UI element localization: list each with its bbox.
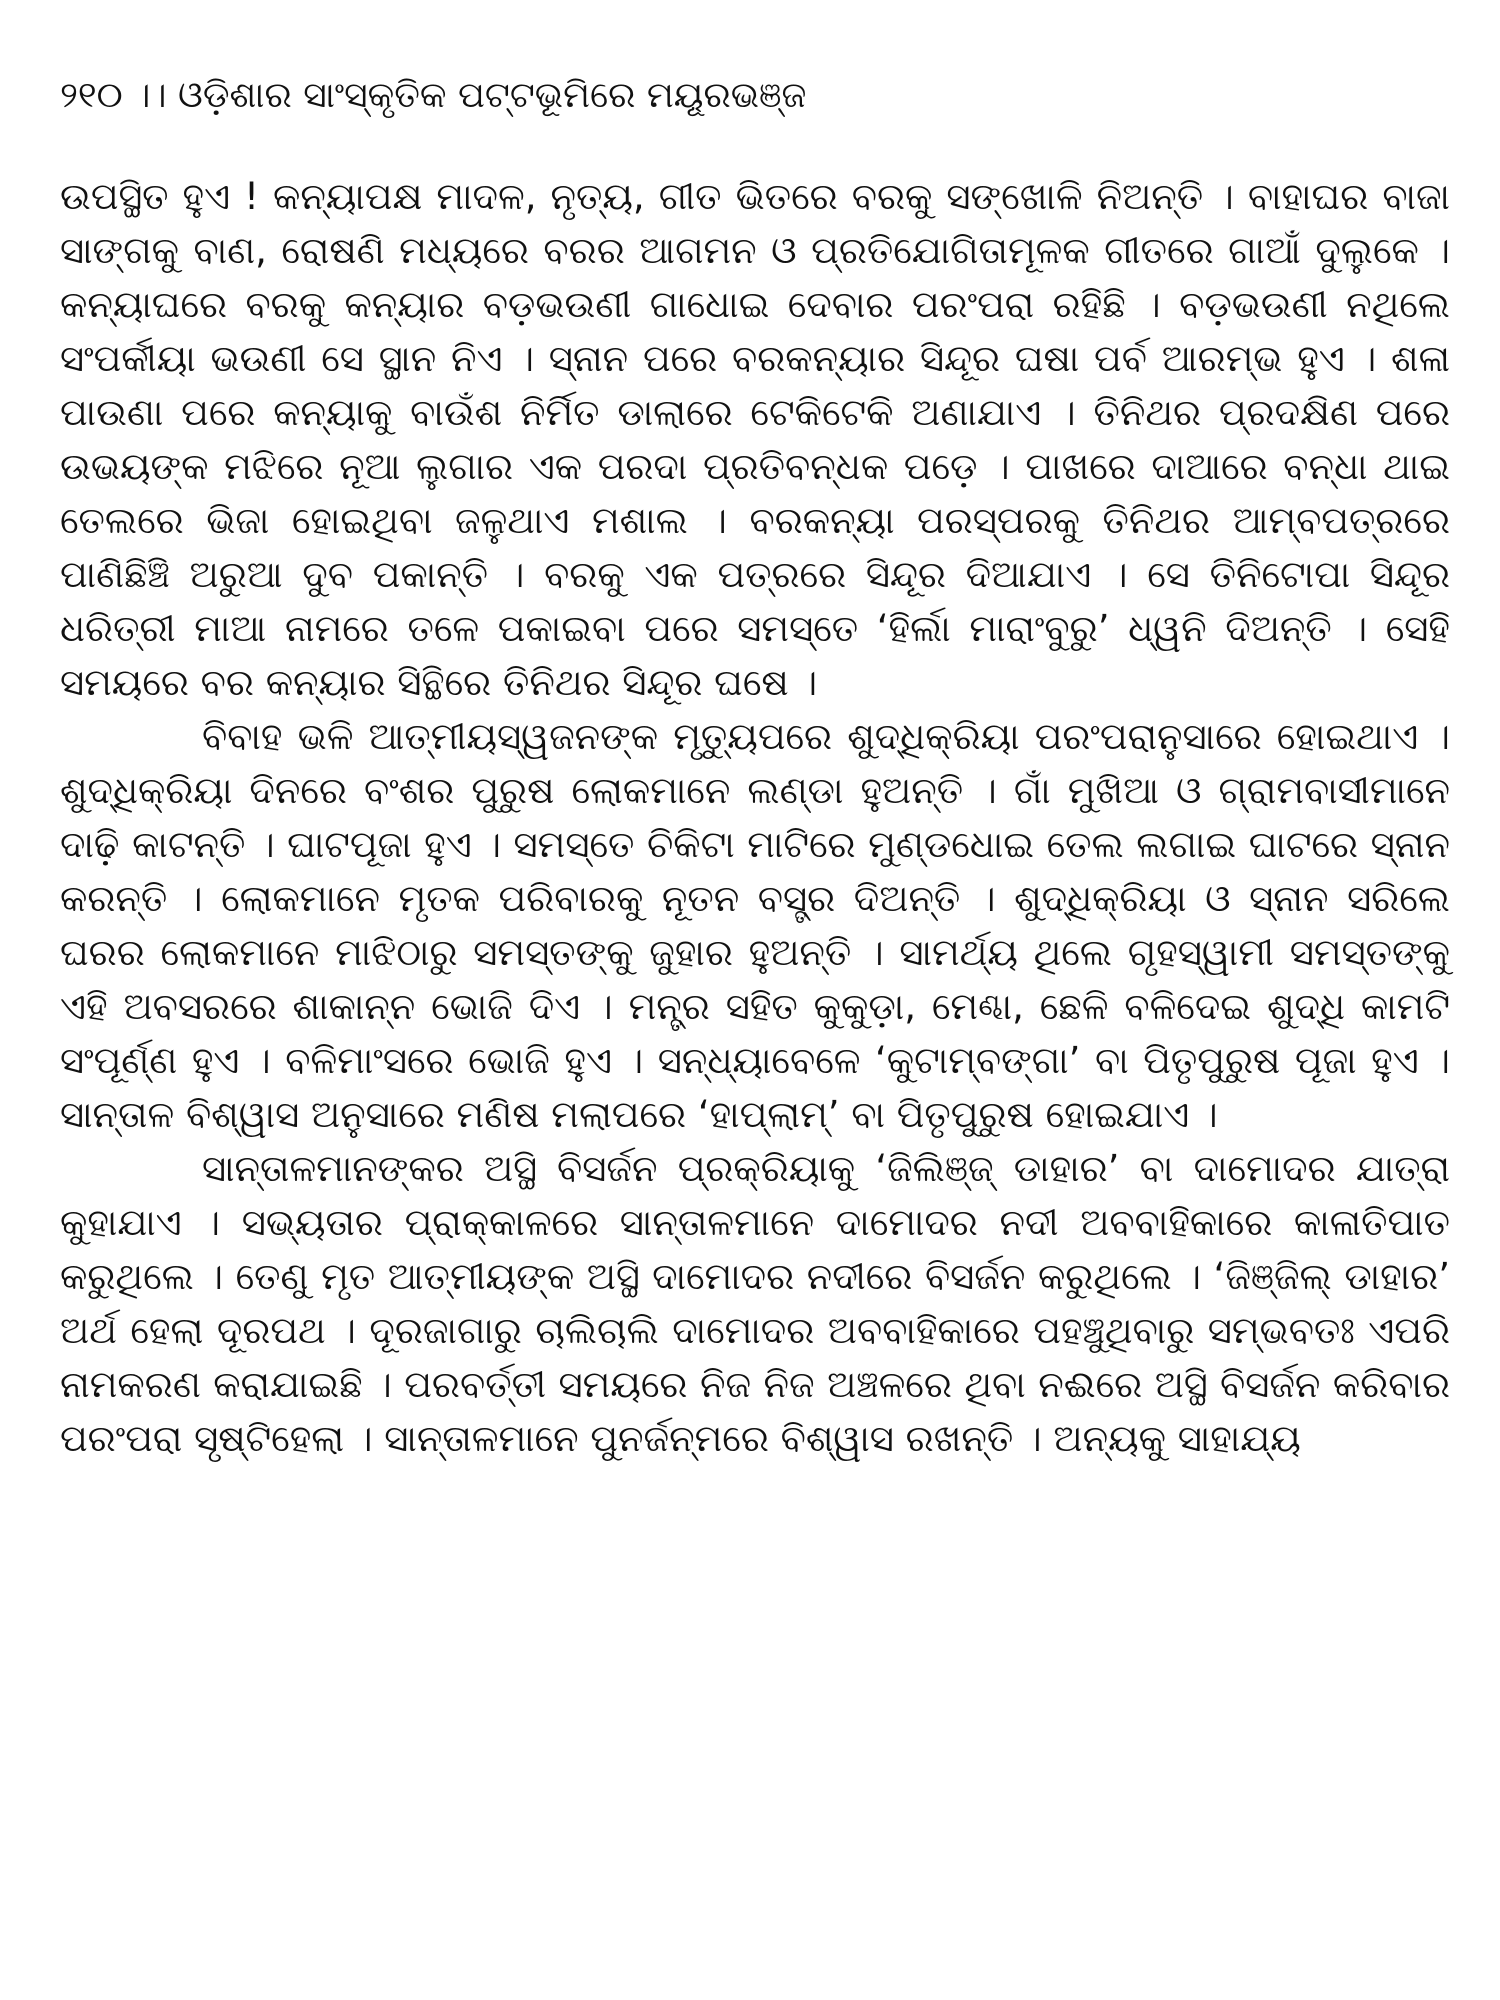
- paragraph-1: ଉପସ୍ଥିତ ହୁଏ ! କନ୍ୟାପକ୍ଷ ମାଦଳ, ନୃତ୍ୟ, ଗୀତ ଭିତରେ ବରକୁ ସଙ୍ଖୋଳି ନିଅନ୍ତି । ବାହାଘର ବାଜା ସାଙ୍ଗକୁ ବାଣ, ରୋଷଣି ମଧ୍ୟରେ ବରର ଆଗମନ ଓ ପ୍ରତିଯୋଗିତାମୂଳକ ଗୀତରେ ଗାଆଁ ଦୁଲୁକେ । କନ୍ୟାଘରେ ବରକୁ କନ୍ୟାର ବଡ଼ଭଉଣୀ ଗାଧୋଇ ଦେବାର ପରଂପରା ରହିଛି । ବଡ଼ଭଉଣୀ ନଥିଲେ ସଂପର୍କୀୟା ଭଉଣୀ ସେ ସ୍ଥାନ ନିଏ । ସ୍ନାନ ପରେ ବରକନ୍ୟାର ସିନ୍ଦୂର ଘଷା ପର୍ବ ଆରମ୍ଭ ହୁଏ । ଶଳା ପାଉଣା ପରେ କନ୍ୟାକୁ ବାଉଁଶ ନିର୍ମିତ ଡାଲାରେ ଟେକିଟେକି ଅଣାଯାଏ । ତିନିଥର ପ୍ରଦକ୍ଷିଣ ପରେ ଉଭୟଙ୍କ ମଝିରେ ନୂଆ ଲୁଗାର ଏକ ପରଦା ପ୍ରତିବନ୍ଧକ ପଡ଼େ । ପାଖରେ ଦାଆରେ ବନ୍ଧା ଥାଇ ତେଲରେ ଭିଜା ହୋଇଥିବା ଜଳୁଥାଏ ମଶାଲ । ବରକନ୍ୟା ପରସ୍ପରକୁ ତିନିଥର ଆମ୍ବପତ୍ରରେ ପାଣିଛିଞ୍ଚି ଅରୁଆ ଦୁବ ପକାନ୍ତି । ବରକୁ ଏକ ପତ୍ରରେ ସିନ୍ଦୂର ଦିଆଯାଏ । ସେ ତିନିଟୋପା ସିନ୍ଦୂର ଧରିତ୍ରୀ ମାଆ ନାମରେ ତଳେ ପକାଇବା ପରେ ସମସ୍ତେ ‘ହିର୍ଲା ମାରାଂବୁରୁ’ ଧ୍ୱନି ଦିଅନ୍ତି । ସେହି ସମୟରେ ବର କନ୍ୟାର ସିନ୍ଥିରେ ତିନିଥର ସିନ୍ଦୂର ଘଷେ ।: [60, 175, 1450, 704]
- paragraph-2: ବିବାହ ଭଳି ଆତ୍ମୀୟସ୍ୱଜନଙ୍କ ମୃତ୍ୟୁପରେ ଶୁଦ୍ଧିକ୍ରିୟା ପରଂପରାନୁସାରେ ହୋଇଥାଏ । ଶୁଦ୍ଧିକ୍ରିୟା ଦିନରେ ବଂଶର ପୁରୁଷ ଲୋକମାନେ ଲଣ୍ଡା ହୁଅନ୍ତି । ଗାଁ ମୁଖିଆ ଓ ଗ୍ରାମବାସୀମାନେ ଦାଢ଼ି କାଟନ୍ତି । ଘାଟପୂଜା ହୁଏ । ସମସ୍ତେ ଚିକିଟା ମାଟିରେ ମୁଣ୍ଡଧୋଇ ତେଲ ଲଗାଇ ଘାଟରେ ସ୍ନାନ କରନ୍ତି । ଲୋକମାନେ ମୃତକ ପରିବାରକୁ ନୂତନ ବସ୍ତ୍ର ଦିଅନ୍ତି । ଶୁଦ୍ଧିକ୍ରିୟା ଓ ସ୍ନାନ ସରିଲେ ଘରର ଲୋକମାନେ ମାଝିଠାରୁ ସମସ୍ତଙ୍କୁ ଜୁହାର ହୁଅନ୍ତି । ସାମର୍ଥ୍ୟ ଥିଲେ ଗୃହସ୍ୱାମୀ ସମସ୍ତଙ୍କୁ ଏହି ଅବସରରେ ଶାକାନ୍ନ ଭୋଜି ଦିଏ । ମନ୍ତ୍ର ସହିତ କୁକୁଡ଼ା, ମେଣ୍ଢା, ଛେଳି ବଳିଦେଇ ଶୁଦ୍ଧି କାମଟି ସଂପୂର୍ଣ୍ଣ ହୁଏ । ବଳିମାଂସରେ ଭୋଜି ହୁଏ । ସନ୍ଧ୍ୟାବେଳେ ‘କୁଟାମ୍‌ବଙ୍ଗା’ ବା ପିତୃପୁରୁଷ ପୂଜା ହୁଏ । ସାନ୍ତାଳ ବିଶ୍ୱାସ ଅନୁସାରେ ମଣିଷ ମଲାପରେ ‘ହାପ୍‌ଲାମ୍’ ବା ପିତୃପୁରୁଷ ହୋଇଯାଏ ।: [60, 715, 1450, 1136]
- paragraph-3: ସାନ୍ତାଳମାନଙ୍କର ଅସ୍ଥି ବିସର୍ଜନ ପ୍ରକ୍ରିୟାକୁ ‘ଜିଲିଞ୍ଜ୍ ଡାହାର’ ବା ଦାମୋଦର ଯାତ୍ରା କୁହାଯାଏ । ସଭ୍ୟତାର ପ୍ରାକ୍‌କାଳରେ ସାନ୍ତାଳମାନେ ଦାମୋଦର ନଦୀ ଅବବାହିକାରେ କାଳାତିପାତ କରୁଥିଲେ । ତେଣୁ ମୃତ ଆତ୍ମୀୟଙ୍କ ଅସ୍ଥି ଦାମୋଦର ନଦୀରେ ବିସର୍ଜନ କରୁଥିଲେ । ‘ଜିଞ୍ଜିଲ୍ ଡାହାର’ ଅର୍ଥ ହେଲା ଦୂରପଥ । ଦୂରଜାଗାରୁ ଚାଲିଚାଲି ଦାମୋଦର ଅବବାହିକାରେ ପହଞ୍ଚୁଥିବାରୁ ସମ୍ଭବତଃ ଏପରି ନାମକରଣ କରାଯାଇଛି । ପରବର୍ତ୍ତୀ ସମୟରେ ନିଜ ନିଜ ଅଞ୍ଚଳରେ ଥିବା ନଈରେ ଅସ୍ଥି ବିସର୍ଜନ କରିବାର ପରଂପରା ସୃଷ୍ଟିହେଲା । ସାନ୍ତାଳମାନେ ପୁନର୍ଜନ୍ମରେ ବିଶ୍ୱାସ ରଖନ୍ତି । ଅନ୍ୟକୁ ସାହାଯ୍ୟ: [60, 1147, 1450, 1460]
- body-text: [60, 170, 1450, 1466]
- running-head: ୨୧୦ ।। ଓଡ଼ିଶାର ସାଂସ୍କୃତିକ ପଟ୍ଟଭୂମିରେ ମୟୂରଭଞ୍ଜ: [60, 75, 807, 116]
